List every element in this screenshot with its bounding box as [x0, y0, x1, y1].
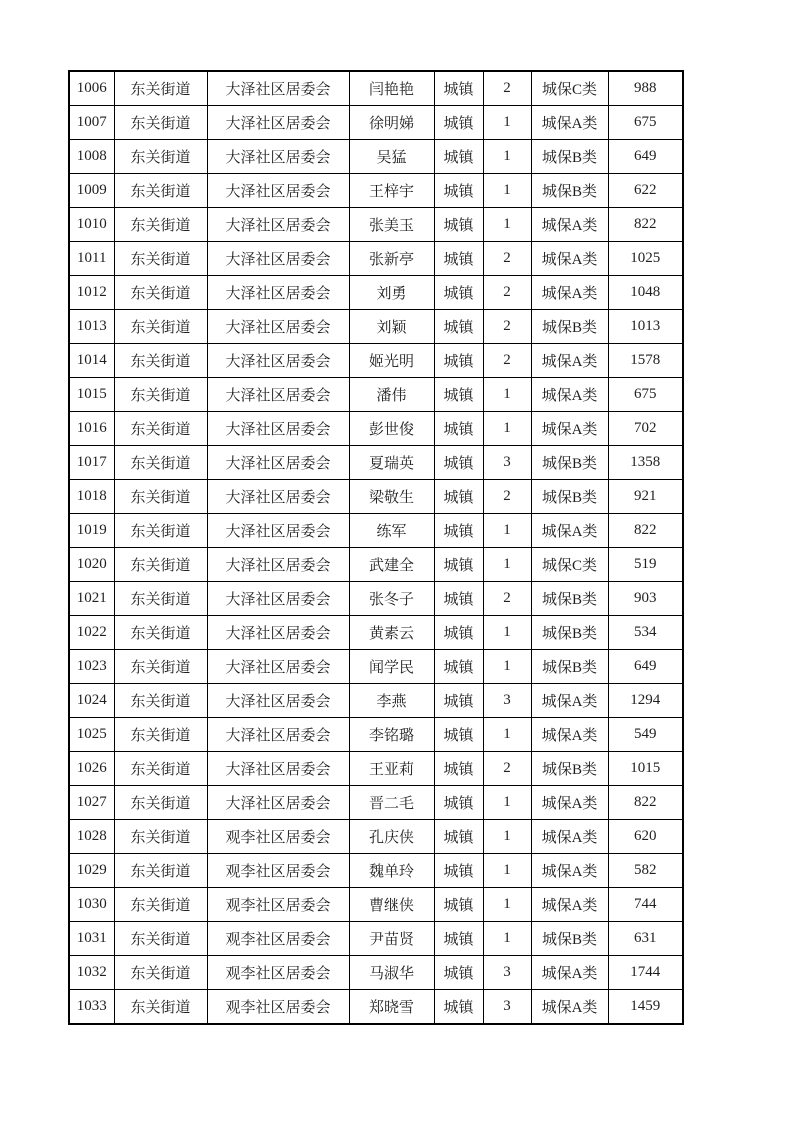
table-cell: 1 [483, 888, 531, 922]
table-cell: 李燕 [349, 684, 434, 718]
table-cell: 1009 [69, 174, 114, 208]
table-cell: 988 [608, 71, 683, 106]
table-row [69, 888, 683, 922]
table-cell: 2 [483, 752, 531, 786]
table-row [69, 480, 683, 514]
table-cell: 3 [483, 684, 531, 718]
table-cell: 903 [608, 582, 683, 616]
table-cell: 东关街道 [114, 820, 207, 854]
table-cell: 1008 [69, 140, 114, 174]
table-cell: 曹继侠 [349, 888, 434, 922]
table-cell: 城镇 [434, 820, 483, 854]
table-row [69, 684, 683, 718]
table-cell: 1023 [69, 650, 114, 684]
table-cell: 大泽社区居委会 [207, 344, 349, 378]
table-cell: 城镇 [434, 922, 483, 956]
table-cell: 城保A类 [531, 684, 608, 718]
table-cell: 1 [483, 208, 531, 242]
table-cell: 东关街道 [114, 650, 207, 684]
table-cell: 1031 [69, 922, 114, 956]
table-cell: 1 [483, 378, 531, 412]
table-cell: 梁敬生 [349, 480, 434, 514]
table-row [69, 820, 683, 854]
table-cell: 622 [608, 174, 683, 208]
table-cell: 1006 [69, 71, 114, 106]
table-cell: 1010 [69, 208, 114, 242]
table-cell: 城镇 [434, 310, 483, 344]
table-cell: 观李社区居委会 [207, 854, 349, 888]
table-cell: 东关街道 [114, 208, 207, 242]
table-cell: 大泽社区居委会 [207, 378, 349, 412]
table-cell: 城保A类 [531, 242, 608, 276]
table-cell: 城保B类 [531, 480, 608, 514]
table-cell: 1015 [608, 752, 683, 786]
table-cell: 东关街道 [114, 378, 207, 412]
table-cell: 闻学民 [349, 650, 434, 684]
table-cell: 1007 [69, 106, 114, 140]
table-cell: 大泽社区居委会 [207, 71, 349, 106]
table-cell: 城保C类 [531, 548, 608, 582]
table-cell: 城保B类 [531, 616, 608, 650]
table-cell: 921 [608, 480, 683, 514]
table-cell: 3 [483, 956, 531, 990]
table-cell: 观李社区居委会 [207, 956, 349, 990]
table-cell: 观李社区居委会 [207, 888, 349, 922]
data-table [68, 70, 684, 1025]
table-cell: 潘伟 [349, 378, 434, 412]
table-cell: 张冬子 [349, 582, 434, 616]
table-cell: 1020 [69, 548, 114, 582]
table-cell: 1 [483, 820, 531, 854]
table-row [69, 310, 683, 344]
table-cell: 城保A类 [531, 378, 608, 412]
table-cell: 2 [483, 344, 531, 378]
table-cell: 1 [483, 650, 531, 684]
table-cell: 1027 [69, 786, 114, 820]
table-cell: 东关街道 [114, 684, 207, 718]
table-cell: 城镇 [434, 990, 483, 1025]
table-cell: 城保A类 [531, 344, 608, 378]
table-cell: 1019 [69, 514, 114, 548]
table-cell: 2 [483, 71, 531, 106]
table-row [69, 140, 683, 174]
table-cell: 1025 [608, 242, 683, 276]
table-cell: 大泽社区居委会 [207, 208, 349, 242]
table-cell: 练军 [349, 514, 434, 548]
table-cell: 1017 [69, 446, 114, 480]
table-cell: 1033 [69, 990, 114, 1025]
table-cell: 城保A类 [531, 888, 608, 922]
table-cell: 631 [608, 922, 683, 956]
table-cell: 东关街道 [114, 752, 207, 786]
table-cell: 东关街道 [114, 310, 207, 344]
table-body [69, 71, 683, 1024]
table-cell: 1 [483, 106, 531, 140]
table-cell: 城保A类 [531, 106, 608, 140]
table-cell: 大泽社区居委会 [207, 310, 349, 344]
table-cell: 东关街道 [114, 276, 207, 310]
table-cell: 702 [608, 412, 683, 446]
table-cell: 晋二毛 [349, 786, 434, 820]
table-cell: 东关街道 [114, 888, 207, 922]
table-row [69, 412, 683, 446]
table-cell: 闫艳艳 [349, 71, 434, 106]
table-row [69, 752, 683, 786]
table-cell: 徐明娣 [349, 106, 434, 140]
table-cell: 大泽社区居委会 [207, 242, 349, 276]
table-cell: 城镇 [434, 174, 483, 208]
table-cell: 东关街道 [114, 786, 207, 820]
table-cell: 城镇 [434, 446, 483, 480]
table-row [69, 718, 683, 752]
table-cell: 城保B类 [531, 446, 608, 480]
table-cell: 大泽社区居委会 [207, 446, 349, 480]
table-cell: 1018 [69, 480, 114, 514]
table-cell: 城保C类 [531, 71, 608, 106]
table-cell: 大泽社区居委会 [207, 786, 349, 820]
table-cell: 城保A类 [531, 786, 608, 820]
table-cell: 东关街道 [114, 412, 207, 446]
table-cell: 东关街道 [114, 548, 207, 582]
table-row [69, 616, 683, 650]
table-cell: 张美玉 [349, 208, 434, 242]
table-cell: 城保A类 [531, 208, 608, 242]
table-cell: 大泽社区居委会 [207, 140, 349, 174]
table-cell: 1 [483, 514, 531, 548]
table-cell: 582 [608, 854, 683, 888]
table-cell: 城镇 [434, 378, 483, 412]
table-cell: 大泽社区居委会 [207, 412, 349, 446]
table-cell: 城保B类 [531, 174, 608, 208]
table-cell: 649 [608, 140, 683, 174]
table-cell: 1032 [69, 956, 114, 990]
table-cell: 822 [608, 208, 683, 242]
table-row [69, 242, 683, 276]
table-cell: 1030 [69, 888, 114, 922]
table-cell: 3 [483, 990, 531, 1025]
table-cell: 城保A类 [531, 820, 608, 854]
table-cell: 城镇 [434, 684, 483, 718]
table-cell: 观李社区居委会 [207, 990, 349, 1025]
table-cell: 东关街道 [114, 514, 207, 548]
table-cell: 城保B类 [531, 140, 608, 174]
table-cell: 张新亭 [349, 242, 434, 276]
table-cell: 1459 [608, 990, 683, 1025]
table-cell: 城保B类 [531, 752, 608, 786]
table-cell: 王梓宇 [349, 174, 434, 208]
table-row [69, 956, 683, 990]
table-cell: 822 [608, 786, 683, 820]
table-cell: 大泽社区居委会 [207, 480, 349, 514]
table-cell: 大泽社区居委会 [207, 684, 349, 718]
table-cell: 1013 [69, 310, 114, 344]
table-cell: 1048 [608, 276, 683, 310]
table-cell: 大泽社区居委会 [207, 616, 349, 650]
table-row [69, 854, 683, 888]
table-cell: 744 [608, 888, 683, 922]
table-cell: 1578 [608, 344, 683, 378]
table-cell: 城保B类 [531, 650, 608, 684]
table-cell: 东关街道 [114, 106, 207, 140]
table-cell: 1 [483, 140, 531, 174]
table-cell: 李铭璐 [349, 718, 434, 752]
table-cell: 城镇 [434, 956, 483, 990]
table-cell: 大泽社区居委会 [207, 106, 349, 140]
table-cell: 大泽社区居委会 [207, 276, 349, 310]
table-cell: 尹苗贤 [349, 922, 434, 956]
table-cell: 东关街道 [114, 174, 207, 208]
table-cell: 城镇 [434, 344, 483, 378]
table-cell: 王亚莉 [349, 752, 434, 786]
table-cell: 观李社区居委会 [207, 820, 349, 854]
table-cell: 东关街道 [114, 718, 207, 752]
table-cell: 大泽社区居委会 [207, 548, 349, 582]
table-cell: 大泽社区居委会 [207, 174, 349, 208]
table-row [69, 650, 683, 684]
table-cell: 城保A类 [531, 718, 608, 752]
table-cell: 2 [483, 480, 531, 514]
table-cell: 武建全 [349, 548, 434, 582]
table-cell: 1025 [69, 718, 114, 752]
table-row [69, 71, 683, 106]
table-cell: 城镇 [434, 548, 483, 582]
table-cell: 城保A类 [531, 990, 608, 1025]
table-cell: 1 [483, 786, 531, 820]
table-cell: 1015 [69, 378, 114, 412]
table-cell: 东关街道 [114, 344, 207, 378]
table-cell: 519 [608, 548, 683, 582]
table-cell: 1 [483, 854, 531, 888]
table-cell: 城镇 [434, 71, 483, 106]
table-cell: 1294 [608, 684, 683, 718]
table-cell: 夏瑞英 [349, 446, 434, 480]
table-cell: 城保B类 [531, 582, 608, 616]
table-cell: 大泽社区居委会 [207, 514, 349, 548]
table-cell: 魏单玲 [349, 854, 434, 888]
table-row [69, 378, 683, 412]
table-row [69, 990, 683, 1025]
table-cell: 534 [608, 616, 683, 650]
table-cell: 城保A类 [531, 412, 608, 446]
table-cell: 观李社区居委会 [207, 922, 349, 956]
table-row [69, 786, 683, 820]
table-cell: 刘颖 [349, 310, 434, 344]
table-cell: 东关街道 [114, 854, 207, 888]
table-cell: 1014 [69, 344, 114, 378]
table-cell: 1011 [69, 242, 114, 276]
table-cell: 大泽社区居委会 [207, 582, 349, 616]
table-cell: 东关街道 [114, 956, 207, 990]
table-cell: 城镇 [434, 616, 483, 650]
table-cell: 东关街道 [114, 990, 207, 1025]
table-cell: 城镇 [434, 854, 483, 888]
table-cell: 刘勇 [349, 276, 434, 310]
table-cell: 姬光明 [349, 344, 434, 378]
table-cell: 649 [608, 650, 683, 684]
table-cell: 大泽社区居委会 [207, 718, 349, 752]
table-cell: 1012 [69, 276, 114, 310]
table-cell: 城镇 [434, 888, 483, 922]
table-row [69, 922, 683, 956]
table-cell: 大泽社区居委会 [207, 752, 349, 786]
table-cell: 城保B类 [531, 922, 608, 956]
table-cell: 1 [483, 412, 531, 446]
table-cell: 城镇 [434, 480, 483, 514]
table-cell: 东关街道 [114, 922, 207, 956]
table-cell: 城保A类 [531, 956, 608, 990]
table-cell: 城镇 [434, 582, 483, 616]
table-cell: 孔庆侠 [349, 820, 434, 854]
table-cell: 1 [483, 922, 531, 956]
table-cell: 城镇 [434, 412, 483, 446]
table-cell: 城镇 [434, 242, 483, 276]
table-cell: 1744 [608, 956, 683, 990]
table-cell: 城镇 [434, 752, 483, 786]
table-cell: 东关街道 [114, 140, 207, 174]
table-cell: 城镇 [434, 650, 483, 684]
table-cell: 1022 [69, 616, 114, 650]
table-cell: 1013 [608, 310, 683, 344]
table-row [69, 446, 683, 480]
table-cell: 大泽社区居委会 [207, 650, 349, 684]
table-cell: 2 [483, 242, 531, 276]
table-row [69, 276, 683, 310]
table-cell: 马淑华 [349, 956, 434, 990]
table-cell: 城镇 [434, 514, 483, 548]
table-cell: 1016 [69, 412, 114, 446]
table-row [69, 174, 683, 208]
table-cell: 620 [608, 820, 683, 854]
table-cell: 城保A类 [531, 514, 608, 548]
table-cell: 城镇 [434, 786, 483, 820]
table-cell: 黄素云 [349, 616, 434, 650]
table-cell: 1026 [69, 752, 114, 786]
table-row [69, 582, 683, 616]
table-cell: 1 [483, 616, 531, 650]
table-cell: 3 [483, 446, 531, 480]
table-cell: 1021 [69, 582, 114, 616]
table-cell: 1 [483, 548, 531, 582]
table-cell: 1 [483, 174, 531, 208]
table-cell: 东关街道 [114, 446, 207, 480]
table-row [69, 344, 683, 378]
table-cell: 1024 [69, 684, 114, 718]
table-row [69, 514, 683, 548]
table-cell: 城保A类 [531, 854, 608, 888]
table-cell: 吴猛 [349, 140, 434, 174]
table-cell: 东关街道 [114, 242, 207, 276]
table-cell: 1 [483, 718, 531, 752]
table-cell: 549 [608, 718, 683, 752]
table-cell: 城镇 [434, 718, 483, 752]
table-cell: 675 [608, 106, 683, 140]
table-cell: 城镇 [434, 208, 483, 242]
table-row [69, 548, 683, 582]
table-row [69, 208, 683, 242]
table-cell: 城镇 [434, 140, 483, 174]
table-cell: 822 [608, 514, 683, 548]
table-cell: 东关街道 [114, 582, 207, 616]
table-cell: 2 [483, 582, 531, 616]
table-cell: 1028 [69, 820, 114, 854]
table-cell: 东关街道 [114, 480, 207, 514]
table-cell: 城镇 [434, 106, 483, 140]
table-cell: 东关街道 [114, 616, 207, 650]
table-cell: 675 [608, 378, 683, 412]
table-cell: 城保B类 [531, 310, 608, 344]
table-cell: 城镇 [434, 276, 483, 310]
table-cell: 2 [483, 310, 531, 344]
table-cell: 东关街道 [114, 71, 207, 106]
table-cell: 2 [483, 276, 531, 310]
table-cell: 1029 [69, 854, 114, 888]
table-cell: 郑晓雪 [349, 990, 434, 1025]
table-cell: 彭世俊 [349, 412, 434, 446]
table-cell: 城保A类 [531, 276, 608, 310]
table-cell: 1358 [608, 446, 683, 480]
table-row [69, 106, 683, 140]
